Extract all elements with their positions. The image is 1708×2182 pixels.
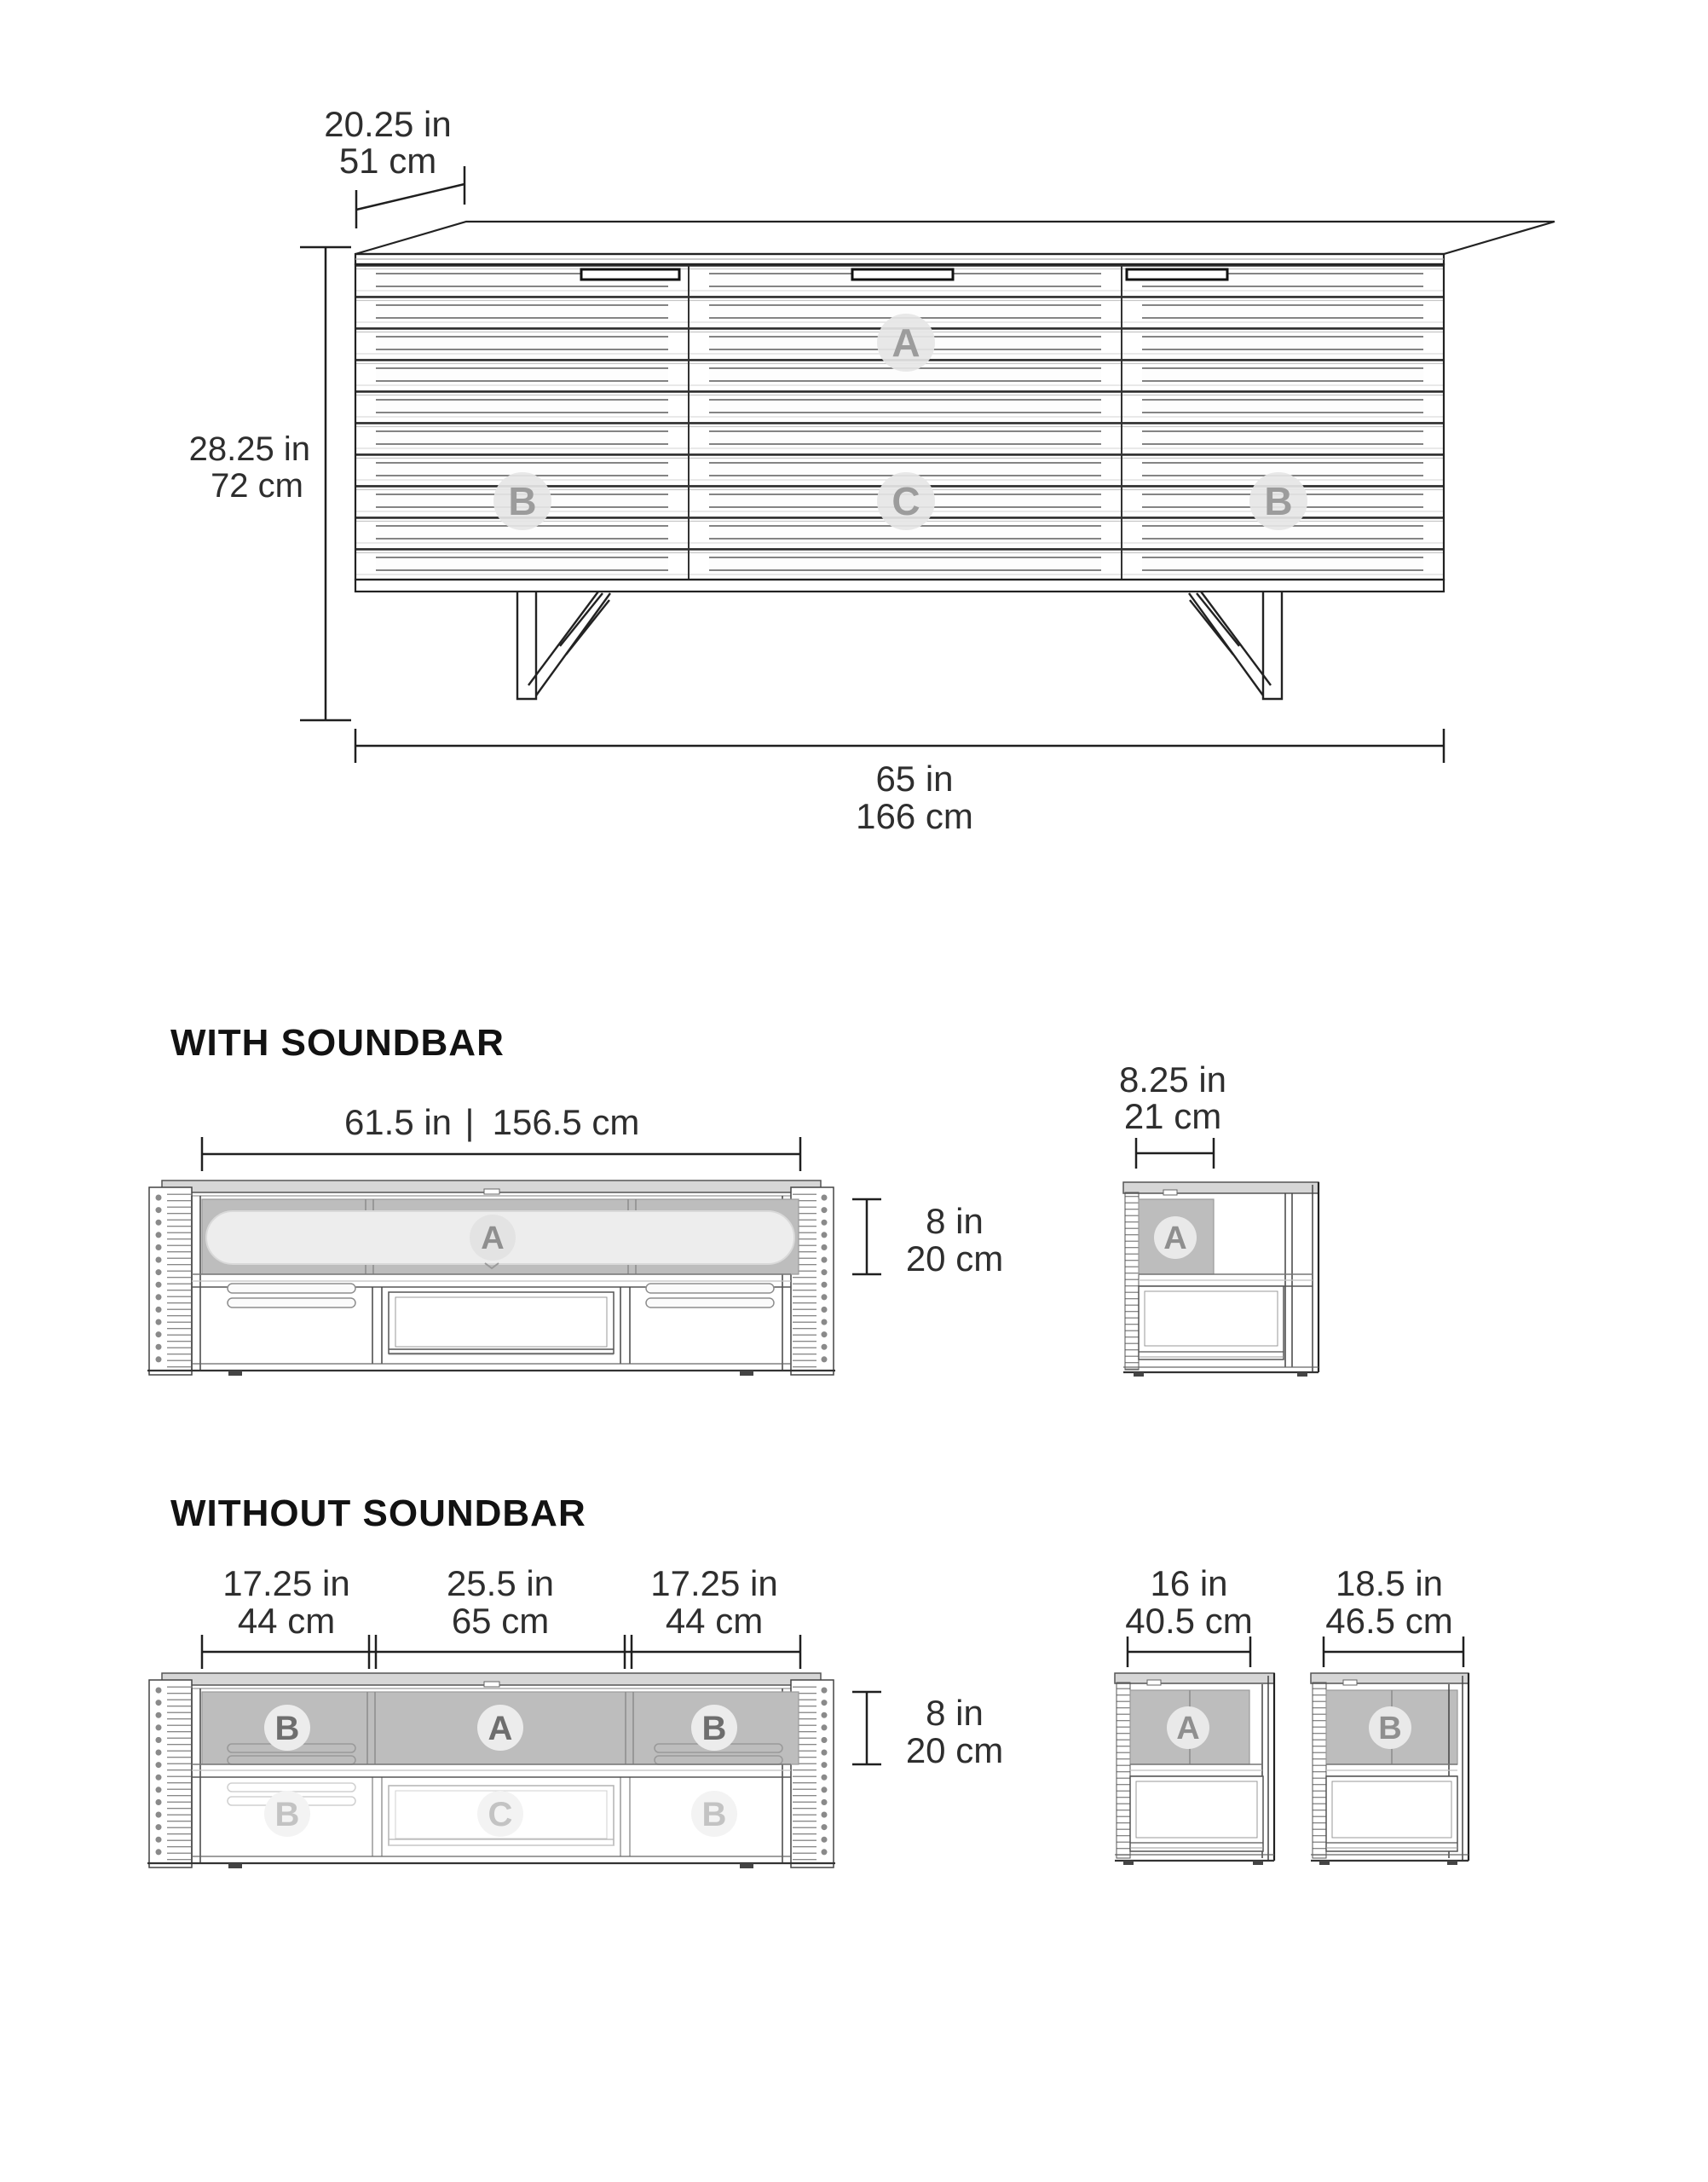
- nsb-sideA-cm-label: 40.5 cm: [1125, 1601, 1253, 1641]
- sb-side-depth-in-label: 8.25 in: [1118, 1059, 1227, 1100]
- nsb-bot-badge-b-right-label: B: [701, 1796, 727, 1833]
- nsb-top-badge-b-left-label: B: [274, 1710, 300, 1747]
- main-badge-a: [877, 314, 935, 372]
- width-dimension: [355, 729, 1444, 836]
- cabinet-top-surface: [355, 222, 1555, 254]
- nsb-side-view-a: [1115, 1563, 1274, 1865]
- nsb-top-badge-b-right-label: B: [701, 1710, 727, 1747]
- nsb-height-dimension: [852, 1692, 1003, 1770]
- nsb-bot-badge-b-right: [691, 1791, 737, 1837]
- nsb-bot-badge-c: [477, 1791, 523, 1837]
- sb-width-separator: |: [465, 1102, 475, 1142]
- nsb-height-in-label: 8 in: [926, 1693, 984, 1733]
- nsb-bot-badge-c-label: C: [488, 1796, 513, 1833]
- sb-height-in-label: 8 in: [926, 1201, 984, 1241]
- nsb-top-badge-a-label: A: [488, 1710, 513, 1747]
- sb-width-cm-label: 156.5 cm: [492, 1102, 640, 1142]
- width-cm-label: 166 cm: [856, 796, 973, 836]
- main-front-elevation: [189, 104, 1555, 836]
- main-badge-b-right-label: B: [1264, 479, 1293, 523]
- vent-slot: [646, 1284, 774, 1293]
- nsb-top-badge-b-right: [691, 1705, 737, 1751]
- nsb-sideB-lower-compartment: [1326, 1776, 1457, 1851]
- vent-slot: [228, 1298, 355, 1307]
- sb-side-view: [1119, 1059, 1319, 1377]
- nsb-sideB-badge: [1369, 1706, 1411, 1749]
- without-soundbar-heading: WITHOUT SOUNDBAR: [170, 1492, 586, 1534]
- nsb-sideA-badge-label: A: [1176, 1711, 1200, 1746]
- sb-front-view: [147, 1180, 835, 1376]
- nsb-bot-badge-b-left-label: B: [274, 1796, 300, 1833]
- cabinet-legs: [517, 592, 1282, 699]
- sb-front-badge-a-label: A: [481, 1221, 505, 1256]
- sb-width-in-label: 61.5 in: [343, 1102, 453, 1142]
- nsb-sideA-badge: [1167, 1706, 1209, 1749]
- width-in-label: 65 in: [875, 759, 954, 799]
- sb-side-badge-a: [1154, 1216, 1197, 1259]
- depth-dimension: [324, 104, 465, 228]
- sb-side-depth-cm-label: 21 cm: [1123, 1096, 1222, 1136]
- main-badge-b-left-label: B: [508, 479, 537, 523]
- nsb-bot-badge-b-left: [264, 1791, 310, 1837]
- height-in-label: 28.25 in: [188, 430, 310, 468]
- nsb-sideB-cm-label: 46.5 cm: [1325, 1601, 1453, 1641]
- sb-height-cm-label: 20 cm: [905, 1238, 1004, 1279]
- height-cm-label: 72 cm: [211, 467, 303, 505]
- nsb-segment-dimensions: [202, 1563, 800, 1669]
- nsb-seg3-in-label: 17.25 in: [650, 1563, 778, 1603]
- nsb-sideA-lower-compartment: [1130, 1776, 1263, 1851]
- center-media-compartment: [389, 1292, 614, 1354]
- nsb-front-view: [147, 1673, 835, 1868]
- without-soundbar-section: [147, 1492, 1469, 1868]
- nsb-sideB-badge-label: B: [1378, 1711, 1402, 1746]
- with-soundbar-heading: WITH SOUNDBAR: [170, 1022, 505, 1064]
- nsb-seg3-cm-label: 44 cm: [665, 1601, 764, 1641]
- door-handle-left: [581, 269, 679, 280]
- nsb-top-badge-b-left: [264, 1705, 310, 1751]
- sb-front-badge-a: [470, 1215, 516, 1261]
- main-badge-c: [877, 472, 935, 530]
- right-leg-post: [1263, 592, 1282, 699]
- nsb-seg1-cm-label: 44 cm: [237, 1601, 336, 1641]
- sb-front-width-dimension: [202, 1102, 800, 1171]
- main-badge-b-left: [493, 472, 551, 530]
- main-badge-b-right: [1249, 472, 1307, 530]
- with-soundbar-section: [147, 1022, 1319, 1377]
- nsb-side-view-b: [1311, 1563, 1469, 1865]
- door-handle-center: [852, 269, 953, 280]
- main-badge-c-label: C: [892, 479, 920, 523]
- left-leg-post: [517, 592, 536, 699]
- vent-slot: [228, 1284, 355, 1293]
- sb-side-badge-a-label: A: [1163, 1221, 1187, 1256]
- depth-in-label: 20.25 in: [324, 104, 452, 144]
- nsb-top-badge-a: [477, 1705, 523, 1751]
- main-badge-a-label: A: [892, 320, 920, 365]
- height-dimension: [189, 247, 351, 720]
- nsb-sideA-in-label: 16 in: [1150, 1563, 1228, 1603]
- sb-side-lower-compartment: [1139, 1286, 1284, 1359]
- nsb-height-cm-label: 20 cm: [905, 1730, 1004, 1770]
- nsb-seg2-in-label: 25.5 in: [446, 1563, 555, 1603]
- depth-cm-label: 51 cm: [338, 141, 437, 181]
- door-handle-right: [1127, 269, 1227, 280]
- cabinet-plinth: [355, 580, 1444, 592]
- nsb-seg2-cm-label: 65 cm: [451, 1601, 550, 1641]
- sb-height-dimension: [852, 1199, 1003, 1279]
- louvered-front-face: [355, 264, 1444, 580]
- vent-slot: [646, 1298, 774, 1307]
- nsb-seg1-in-label: 17.25 in: [222, 1563, 350, 1603]
- nsb-sideB-in-label: 18.5 in: [1335, 1563, 1444, 1603]
